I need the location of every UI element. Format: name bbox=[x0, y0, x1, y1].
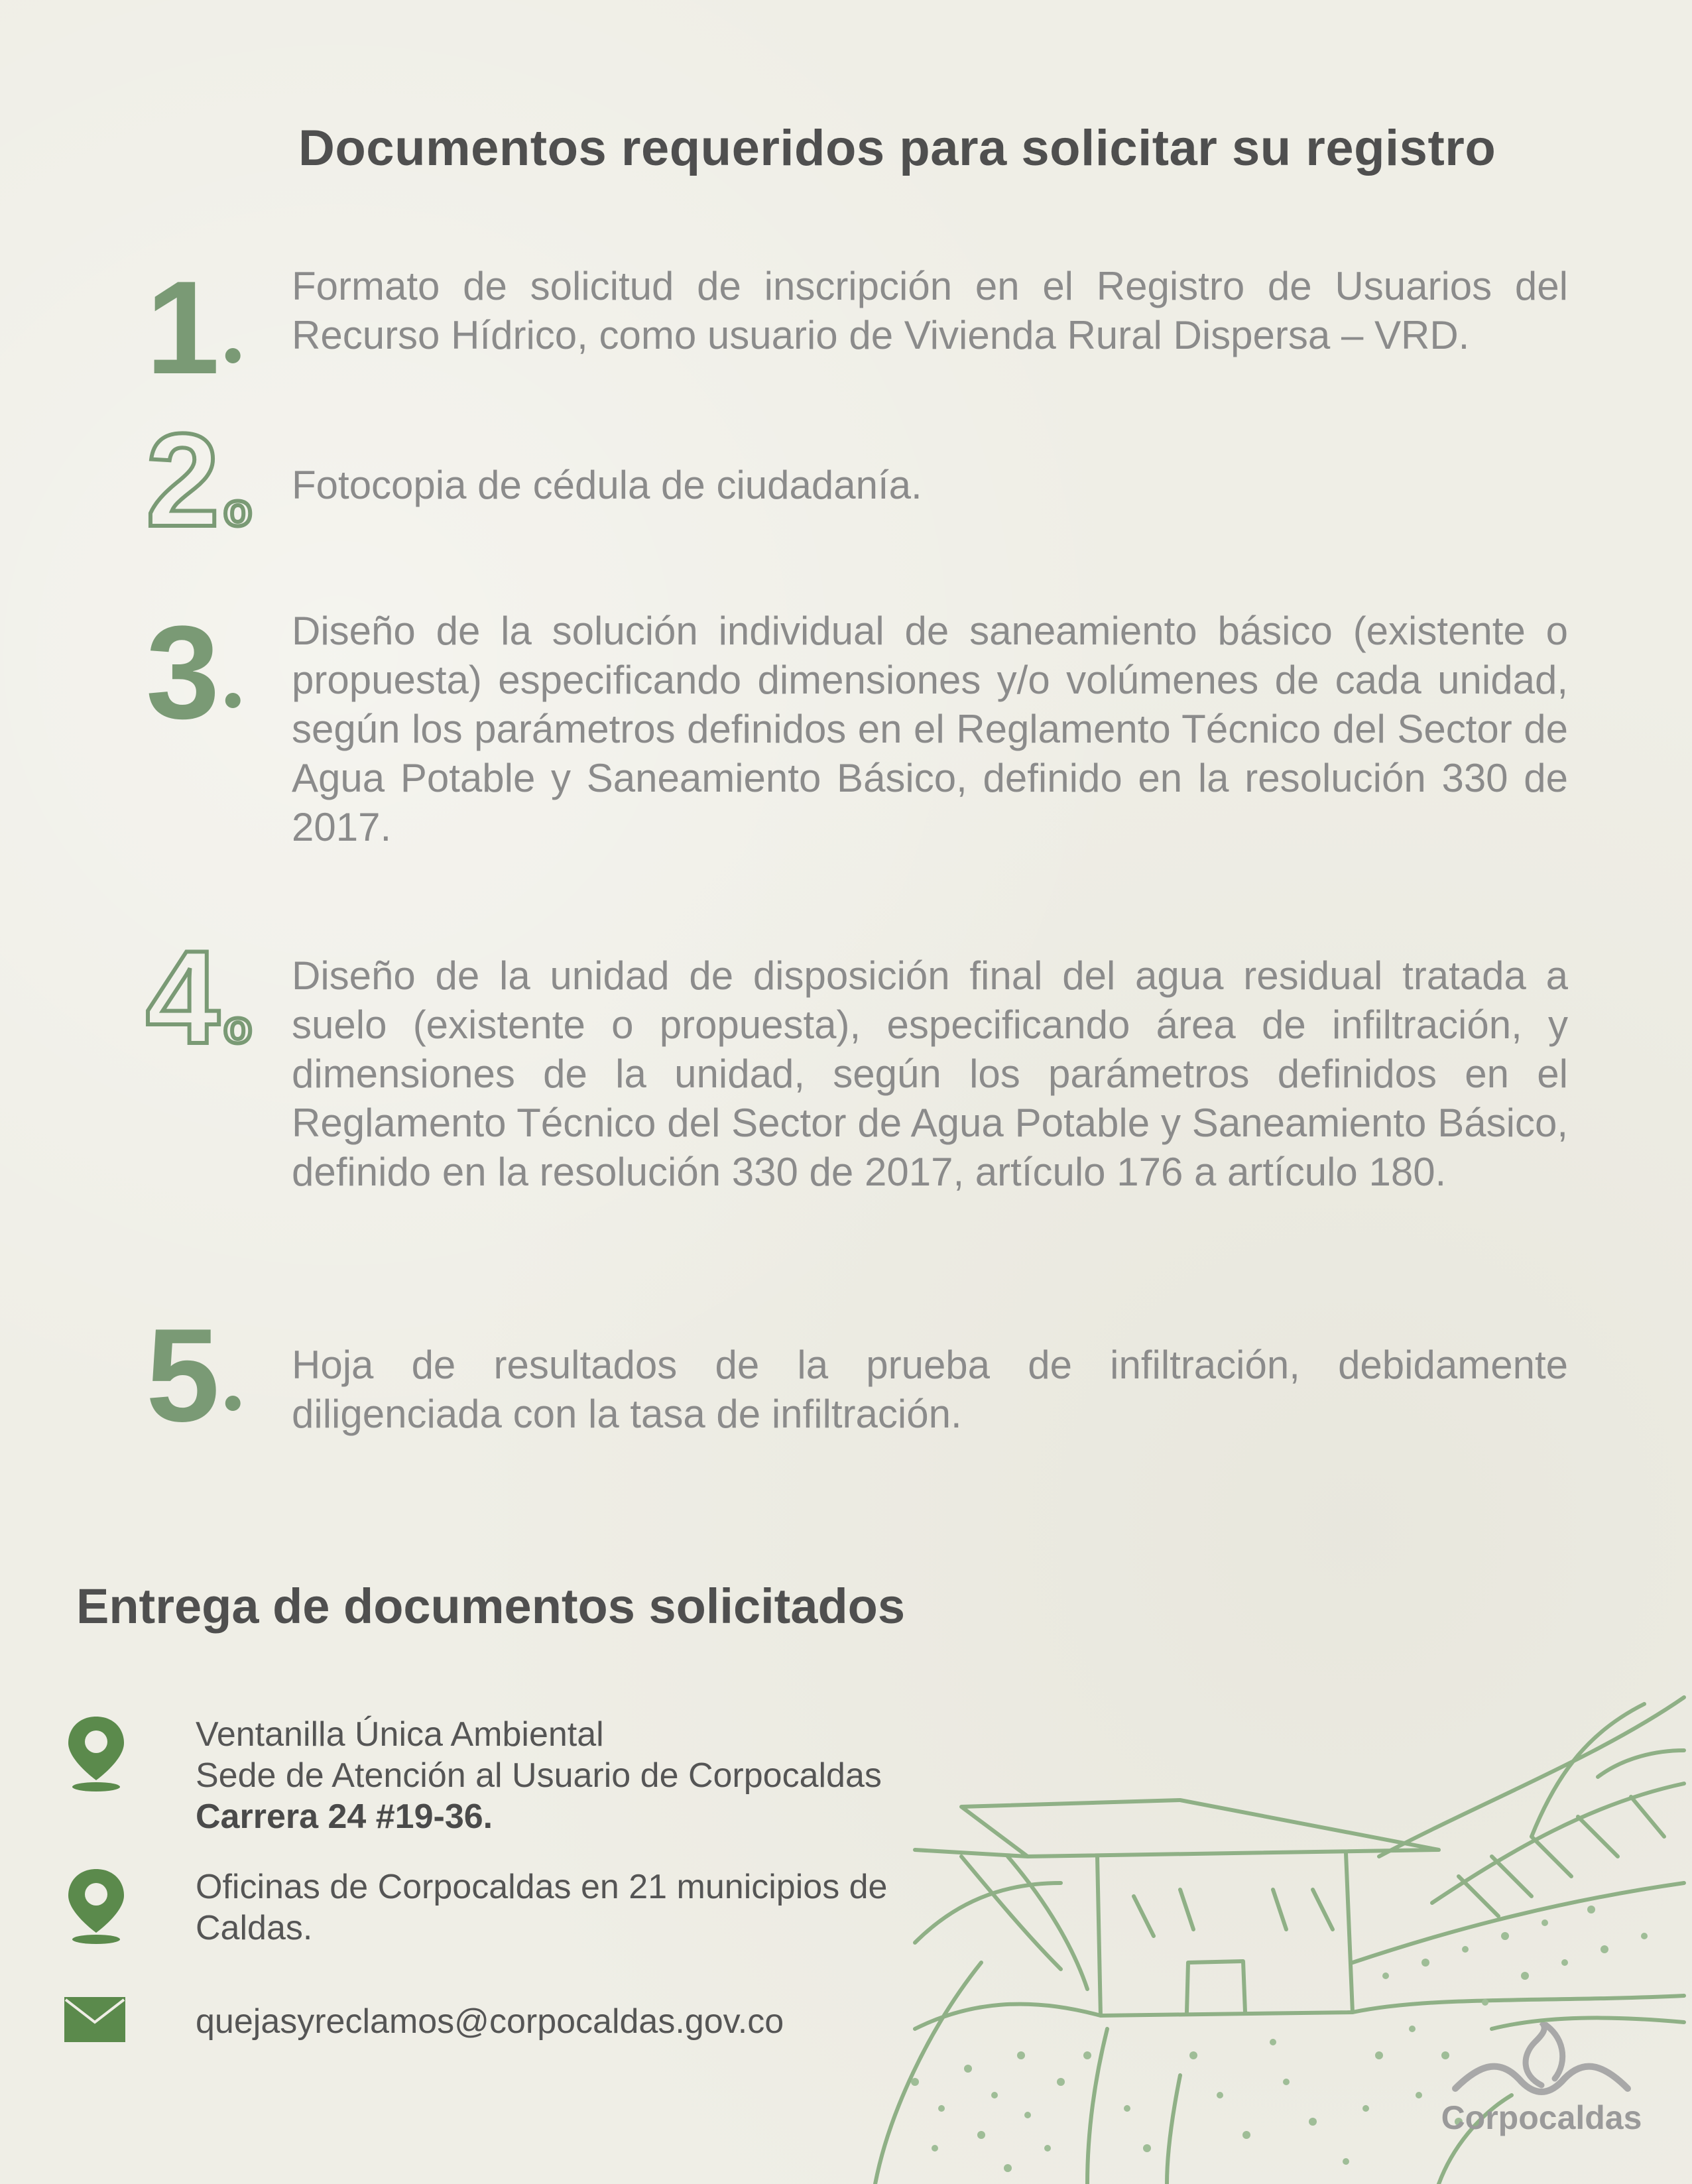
item-number-1: 1• bbox=[146, 254, 243, 402]
envelope-icon bbox=[63, 1996, 127, 2047]
item-text-2: Fotocopia de cédula de ciudadanía. bbox=[292, 463, 922, 507]
logo-text: Corpocaldas bbox=[1441, 2099, 1642, 2136]
delivery-title: Entrega de documentos solicitados bbox=[76, 1579, 906, 1634]
page-title: Documentos requeridos para solicitar su registro bbox=[298, 120, 1496, 176]
map-pin-icon bbox=[63, 1866, 129, 1949]
location-1-line-2: Sede de Atención al Usuario de Corpocaldas bbox=[196, 1756, 882, 1795]
email-link[interactable]: quejasyreclamos@corpocaldas.gov.co bbox=[196, 2002, 784, 2041]
map-pin-icon bbox=[63, 1714, 129, 1797]
item-number-5: 5• bbox=[146, 1302, 243, 1449]
item-number-2: 2o bbox=[146, 406, 252, 554]
item-number-3: 3• bbox=[146, 599, 243, 747]
location-2-line-1: Oficinas de Corpocaldas en 21 municipios de bbox=[196, 1868, 888, 1906]
location-1-line-1: Ventanilla Única Ambiental bbox=[196, 1715, 604, 1754]
corpocaldas-logo bbox=[1425, 2022, 1658, 2137]
item-text-3: Diseño de la solución individual de saneamiento básico (existente o propuesta) especificando dimensiones y/o volúmenes de cada unidad, según los parámetros definidos en el Reglamento Técnico del Sector de Agua Potable y Saneamiento Básico, definido en la resolución 330 de 2017. bbox=[292, 609, 1568, 849]
item-text-1: Formato de solicitud de inscripción en el Registro de Usuarios del Recurso Hídrico, como usuario de Vivienda Rural Dispersa – VRD. bbox=[292, 264, 1568, 357]
item-text-5: Hoja de resultados de la prueba de infiltración, debidamente diligenciada con la tasa de infiltración. bbox=[292, 1343, 1568, 1436]
location-2-line-2: Caldas. bbox=[196, 1909, 313, 1947]
item-number-4: 4o bbox=[146, 924, 252, 1071]
item-text-4: Diseño de la unidad de disposición final del agua residual tratada a suelo (existente o propuesta), especificando área de infiltración, y dimensiones de la unidad, según los parámetros definidos en el Reglamento Técnico del Sector de Agua Potable y Saneamiento Básico, definido en la resolución 330 de 2017, artículo 176 a artículo 180. bbox=[292, 953, 1568, 1194]
location-1-address: Carrera 24 #19-36. bbox=[196, 1797, 493, 1836]
logo-mark-icon bbox=[1442, 2022, 1641, 2102]
